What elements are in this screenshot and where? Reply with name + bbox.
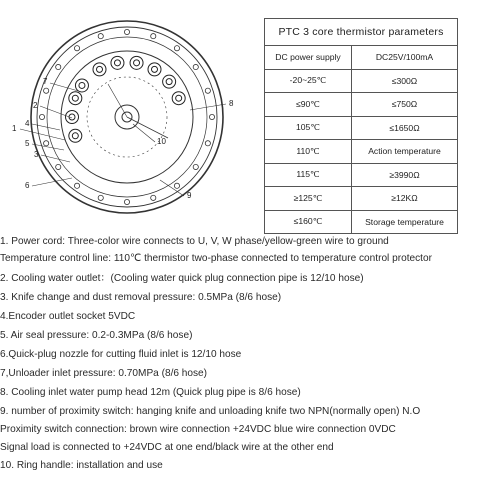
table-cell: ≥12KΩ (352, 187, 458, 211)
note-line: 3. Knife change and dust removal pressure: 0.5MPa (8/6 hose) (0, 292, 282, 303)
mounting-hole (124, 29, 129, 34)
table-header-cell: DC25V/100mA (352, 46, 458, 70)
spindle-diagram (0, 0, 250, 232)
fitting-core (176, 95, 182, 101)
mounting-hole (209, 114, 214, 119)
mounting-hole (205, 141, 210, 146)
callout-label: 4 (25, 119, 30, 128)
leader-line (41, 155, 70, 162)
callout-label: 1 (12, 124, 17, 133)
fitting-core (72, 133, 78, 139)
note-line: Proximity switch connection: brown wire connection +24VDC blue wire connection 0VDC (0, 424, 396, 435)
mounting-hole (151, 195, 156, 200)
ptc-parameter-table (264, 18, 458, 234)
table-cell: ≤750Ω (352, 93, 458, 117)
table-row (265, 116, 458, 140)
callout-label: 6 (25, 181, 30, 190)
mounting-hole (193, 64, 198, 69)
leader-line (133, 124, 155, 142)
mounting-hole (193, 164, 198, 169)
fitting-core (134, 60, 140, 66)
table-cell: Storage temperature (352, 210, 458, 234)
fitting-core (72, 95, 78, 101)
table-cell: ≤90℃ (265, 93, 352, 117)
note-line: 1. Power cord: Three-color wire connects to U, V, W phase/yellow-green wire to ground (0, 236, 389, 247)
note-line: Signal load is connected to +24VDC at one end/black wire at the other end (0, 442, 334, 453)
leader-line (32, 178, 72, 186)
mounting-hole (98, 195, 103, 200)
fitting-core (79, 82, 85, 88)
table-cell: 110℃ (265, 140, 352, 164)
note-line: 6.Quick-plug nozzle for cutting fluid inlet is 12/10 hose (0, 349, 242, 360)
note-line: 9. number of proximity switch: hanging knife and unloading knife two NPN(normally open) N.O (0, 406, 421, 417)
callout-label: 8 (229, 99, 234, 108)
table-cell: ≤300Ω (352, 69, 458, 93)
callout-label: 10 (157, 137, 166, 146)
note-line: Temperature control line: 110℃ thermistor two-phase connected to temperature control protector (0, 253, 432, 264)
table-cell: ≥125℃ (265, 187, 352, 211)
fitting-core (114, 60, 120, 66)
mounting-hole (74, 183, 79, 188)
note-line: 4.Encoder outlet socket 5VDC (0, 311, 136, 322)
leader-line (190, 104, 226, 110)
table-title: PTC 3 core thermistor parameters (265, 19, 458, 46)
callout-label: 3 (34, 150, 39, 159)
mounting-hole (56, 64, 61, 69)
mounting-hole (124, 199, 129, 204)
callout-label: 2 (33, 101, 38, 110)
fitting-core (152, 66, 158, 72)
table-header-cell: DC power supply (265, 46, 352, 70)
note-line: 10. Ring handle: installation and use (0, 460, 163, 471)
table-cell: ≤160℃ (265, 210, 352, 234)
mounting-hole (98, 34, 103, 39)
note-line: 5. Air seal pressure: 0.2-0.3MPa (8/6 hose) (0, 330, 193, 341)
table-cell: -20~25℃ (265, 69, 352, 93)
table-title-row (265, 19, 458, 46)
mounting-hole (174, 46, 179, 51)
table-header-row (265, 46, 458, 70)
fitting-core (97, 66, 103, 72)
fitting-core (166, 79, 172, 85)
table-cell: 115℃ (265, 163, 352, 187)
mounting-hole (39, 114, 44, 119)
table-cell: ≤1650Ω (352, 116, 458, 140)
note-line: 7,Unloader inlet pressure: 0.70MPa (8/6 hose) (0, 368, 208, 379)
mounting-hole (44, 88, 49, 93)
table-row (265, 163, 458, 187)
note-line: 2. Cooling water outlet：(Cooling water quick plug connection pipe is 12/10 hose) (0, 273, 364, 284)
callout-label: 7 (43, 77, 48, 86)
table-cell: 105℃ (265, 116, 352, 140)
table-row (265, 69, 458, 93)
table-row (265, 210, 458, 234)
table-cell: ≥3990Ω (352, 163, 458, 187)
table-row (265, 140, 458, 164)
mounting-hole (74, 46, 79, 51)
callout-label: 5 (25, 139, 30, 148)
leader-line (32, 124, 60, 130)
callout-label: 9 (187, 191, 192, 200)
mounting-hole (56, 164, 61, 169)
mounting-hole (174, 183, 179, 188)
mounting-hole (151, 34, 156, 39)
mounting-hole (44, 141, 49, 146)
note-line: 8. Cooling inlet water pump head 12m (Quick plug pipe is 8/6 hose) (0, 387, 301, 398)
table-row (265, 187, 458, 211)
table-row (265, 93, 458, 117)
table-cell: Action temperature (352, 140, 458, 164)
mounting-hole (205, 88, 210, 93)
